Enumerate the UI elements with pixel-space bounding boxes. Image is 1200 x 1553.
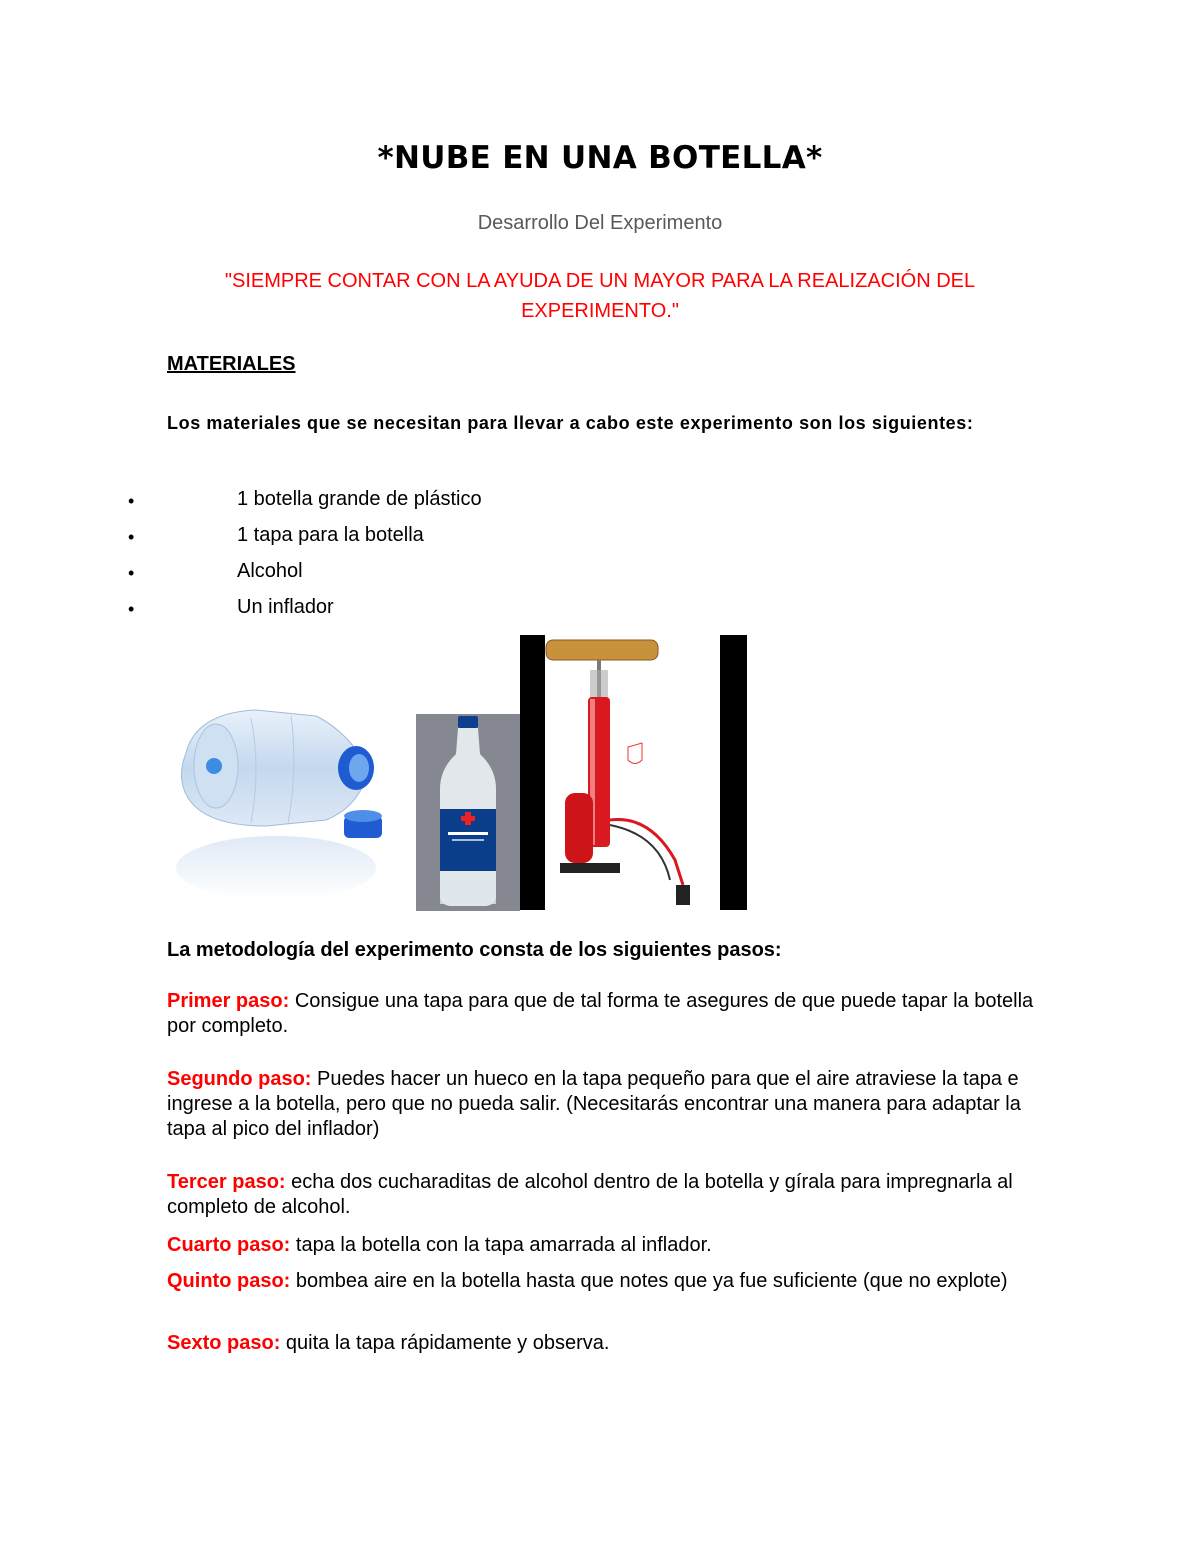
step-text: bombea aire en la botella hasta que notes que ya fue suficiente (que no explote): [290, 1270, 1008, 1292]
step-text: Puedes hacer un hueco en la tapa pequeño para que el aire atraviese la tapa e ingrese a la botella, pero que no pueda salir. (Necesitarás encontrar una manera para adaptar la tapa al pico del inflador): [167, 1068, 1021, 1140]
list-item: [0, 595, 700, 631]
plastic-bottle-image: [166, 698, 396, 904]
bullet-icon: •: [128, 527, 135, 547]
page-title: *NUBE EN UNA BOTELLA*: [377, 140, 823, 176]
material-label: Un inflador: [237, 596, 334, 618]
material-label: 1 botella grande de plástico: [237, 488, 482, 510]
step-label: Segundo paso:: [167, 1068, 312, 1090]
step-label: Cuarto paso:: [167, 1234, 291, 1256]
step-2: [167, 1067, 1047, 1142]
list-item: [0, 487, 700, 523]
step-text: echa dos cucharaditas de alcohol dentro de la botella y gírala para impregnarla al completo de alcohol.: [167, 1171, 1013, 1218]
step-5: [167, 1269, 1047, 1294]
step-text: Consigue una tapa para que de tal forma te asegures de que puede tapar la botella por completo.: [167, 990, 1034, 1037]
step-4: [167, 1233, 1047, 1258]
safety-warning: "SIEMPRE CONTAR CON LA AYUDA DE UN MAYOR PARA LA REALIZACIÓN DEL EXPERIMENTO.": [224, 270, 976, 322]
list-item: [0, 523, 700, 559]
materials-heading: MATERIALES: [167, 353, 296, 375]
step-3: [167, 1170, 1047, 1220]
materials-list: [0, 487, 700, 631]
alcohol-bottle-image: [416, 714, 520, 911]
materials-intro: Los materiales que se necesitan para llevar a cabo este experimento son los siguientes:: [167, 413, 974, 433]
bullet-icon: •: [128, 599, 135, 619]
step-text: quita la tapa rápidamente y observa.: [280, 1332, 610, 1354]
step-label: Primer paso:: [167, 990, 290, 1012]
bullet-icon: •: [128, 491, 135, 511]
pump-image: [520, 635, 747, 910]
list-item: [0, 559, 700, 595]
step-text: tapa la botella con la tapa amarrada al inflador.: [290, 1234, 712, 1256]
step-1: [167, 989, 1047, 1039]
step-label: Sexto paso:: [167, 1332, 281, 1354]
step-label: Quinto paso:: [167, 1270, 291, 1292]
page-subtitle: Desarrollo Del Experimento: [477, 212, 723, 234]
step-label: Tercer paso:: [167, 1171, 286, 1193]
material-label: 1 tapa para la botella: [237, 524, 424, 546]
method-heading: La metodología del experimento consta de los siguientes pasos:: [167, 939, 782, 961]
material-label: Alcohol: [237, 560, 303, 582]
bullet-icon: •: [128, 563, 135, 583]
step-6: [167, 1331, 1047, 1356]
